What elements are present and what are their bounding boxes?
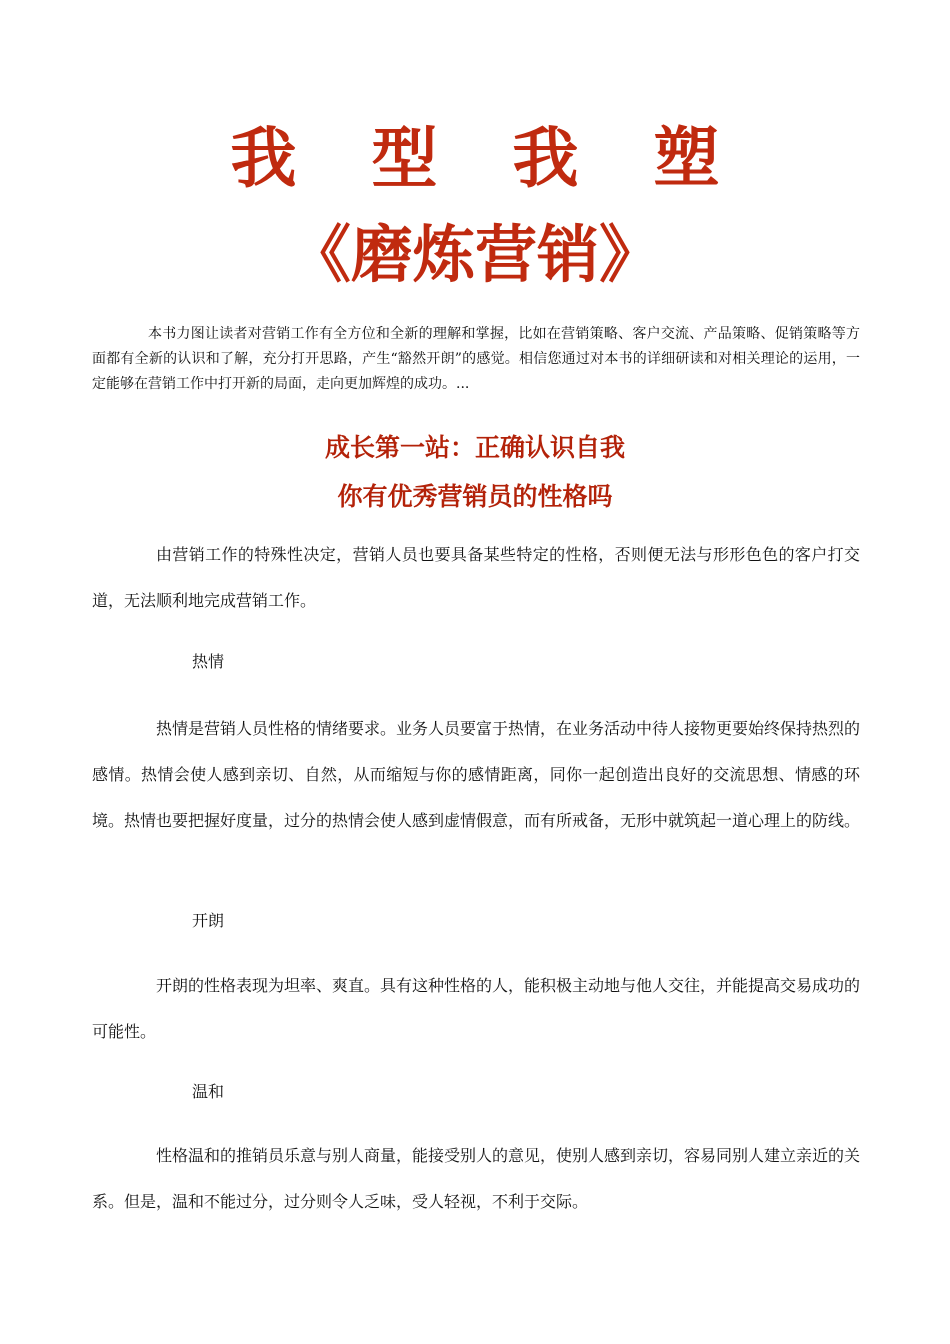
section-subtitle: 你有优秀营销员的性格吗 [337, 482, 613, 511]
book-subtitle: 《磨炼营销》 [288, 218, 661, 291]
heading-enthusiasm: 热情 [192, 652, 225, 671]
paragraph-gentle: 性格温和的推销员乐意与别人商量，能接受别人的意见，使别人感到亲切，容易同别人建立亲近的关系。但是，温和不能过分，过分则令人乏味，受人轻视，不利于交际。 [92, 1146, 861, 1211]
paragraph-enthusiasm: 热情是营销人员性格的情绪要求。业务人员要富于热情，在业务活动中待人接物更要始终保持热烈的感情。热情会使人感到亲切、自然，从而缩短与你的感情距离，同你一起创造出良好的交流思想、情感的环境。热情也要把握好度量，过分的热情会使人感到虚情假意，而有所戒备，无形中就筑起一道心理上的防线。 [92, 719, 861, 830]
paragraph-cheerful: 开朗的性格表现为坦率、爽直。具有这种性格的人，能积极主动地与他人交往，并能提高交易成功的可能性。 [92, 976, 861, 1041]
heading-cheerful: 开朗 [192, 911, 225, 930]
paragraph-intro-personality: 由营销工作的特殊性决定，营销人员也要具备某些特定的性格，否则便无法与形形色色的客户打交道，无法顺利地完成营销工作。 [92, 545, 860, 610]
section-title: 成长第一站：正确认识自我 [324, 433, 625, 462]
heading-gentle: 温和 [192, 1082, 225, 1101]
book-title: 我 型 我 塑 [230, 119, 746, 197]
intro-paragraph: 本书力图让读者对营销工作有全方位和全新的理解和掌握，比如在营销策略、客户交流、产品策略、促销策略等方面都有全新的认识和了解，充分打开思路，产生“豁然开朗”的感觉。相信您通过对本书的详细研读和对相关理论的运用，一定能够在营销工作中打开新的局面，走向更加辉煌的成功。... [92, 326, 860, 392]
